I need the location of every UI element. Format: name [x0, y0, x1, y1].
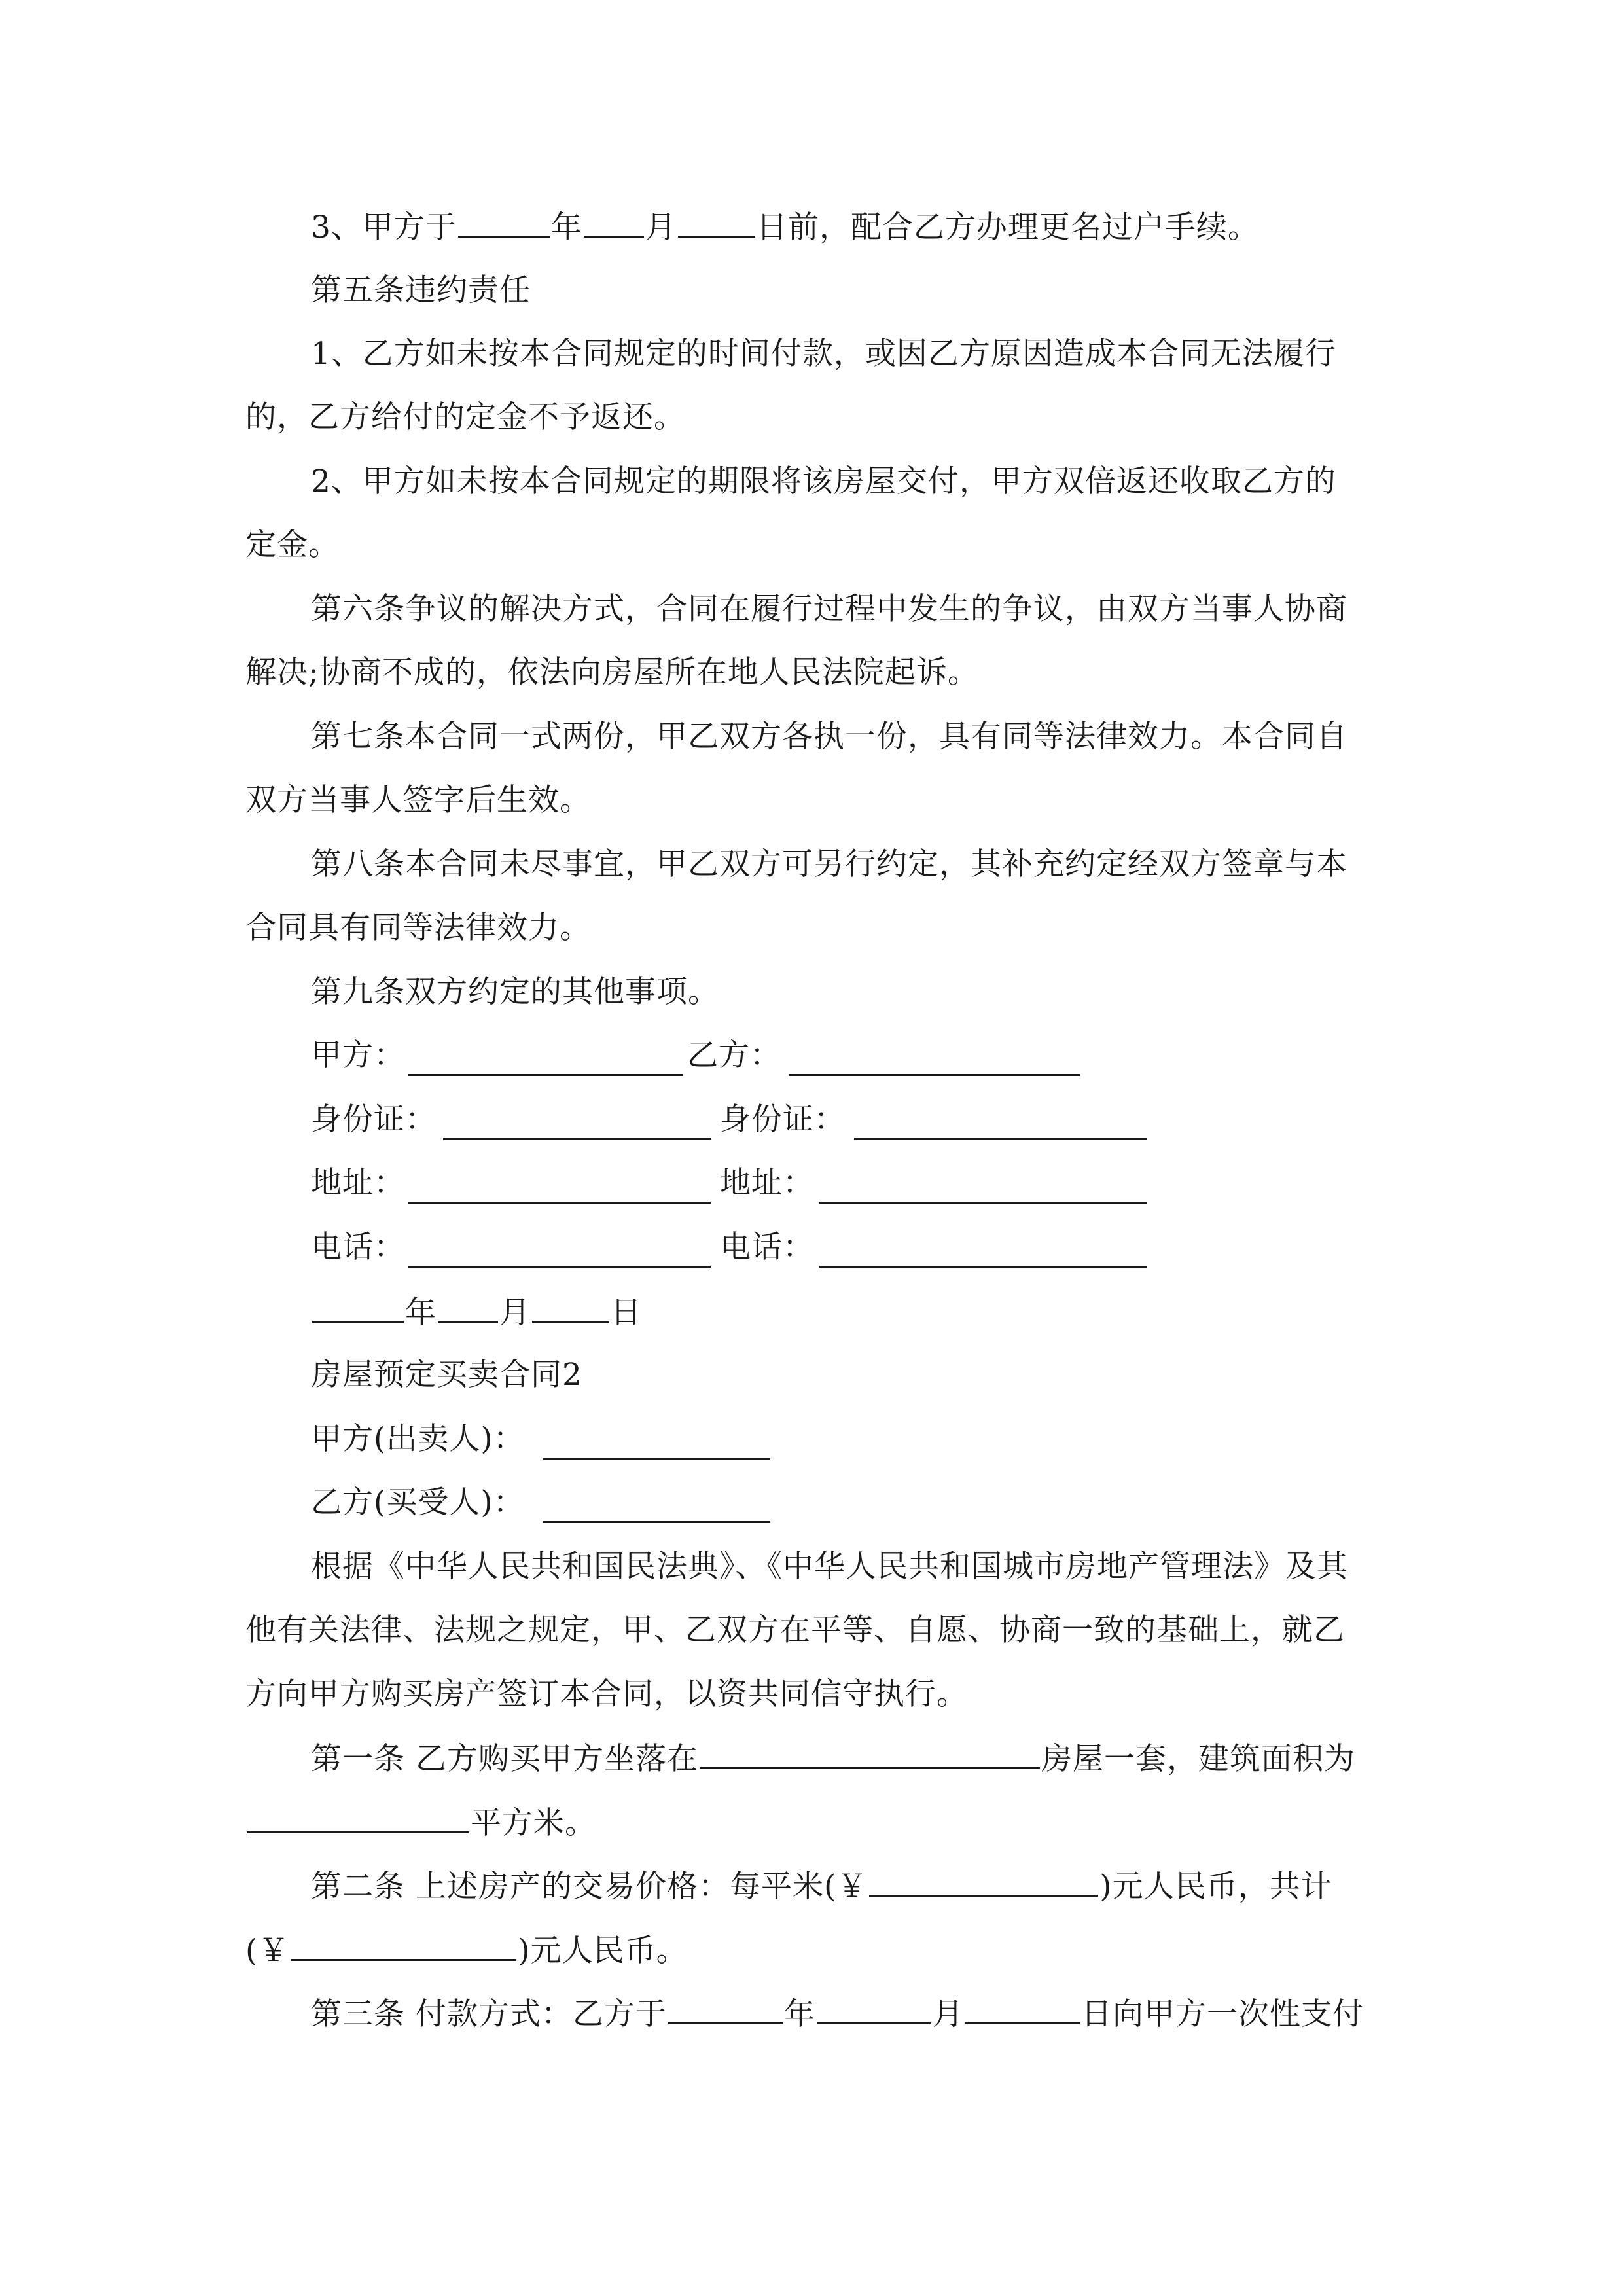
seller-field [311, 1420, 525, 1459]
contract-2-article-1-line-2 [245, 1803, 596, 1843]
unit-price-blank [869, 1866, 1098, 1897]
label: 电话： [311, 1229, 405, 1265]
article-6-line-1: 第六条争议的解决方式，合同在履行过程中发生的争议，由双方当事人协商 [311, 591, 1347, 627]
contract-2-article-3 [311, 1994, 1364, 2034]
text: 3、甲方于 [311, 209, 457, 245]
article-7-line-2: 双方当事人签字后生效。 [245, 782, 591, 818]
preamble-line-2: 他有关法律、法规之规定，甲、乙双方在平等、自愿、协商一致的基础上，就乙 [245, 1612, 1345, 1648]
month-blank [817, 1994, 931, 2024]
text: 房屋一套，建筑面积为 [1041, 1741, 1355, 1777]
article-6-line-2: 解决;协商不成的，依法向房屋所在地人民法院起诉。 [245, 655, 979, 691]
month-blank [438, 1292, 498, 1323]
label: 乙方(买受人)： [311, 1484, 525, 1520]
label: 甲方： [311, 1037, 405, 1073]
article-9: 第九条双方约定的其他事项。 [311, 974, 719, 1010]
text: 月 [932, 1996, 964, 2032]
year-blank [458, 207, 550, 238]
phone-b-blank [819, 1237, 1147, 1268]
id-b-field [720, 1100, 846, 1139]
label: 电话： [720, 1229, 814, 1265]
label: 身份证： [720, 1102, 846, 1138]
text: 第一条 乙方购买甲方坐落在 [311, 1741, 698, 1777]
address-b-blank [819, 1173, 1147, 1204]
total-price-blank [291, 1930, 516, 1961]
phone-a-field [311, 1228, 405, 1267]
preamble-line-3: 方向甲方购买房产签订本合同，以资共同信守执行。 [245, 1676, 968, 1712]
text: 年 [405, 1295, 437, 1331]
label: 乙方： [687, 1037, 781, 1073]
party-b-blank [789, 1045, 1080, 1076]
clause-5-2-line-1: 2、甲方如未按本合同规定的期限将该房屋交付，甲方双倍返还收取乙方的 [311, 463, 1336, 499]
text: 日前，配合乙方办理更名过户手续。 [756, 209, 1259, 245]
year-blank [668, 1994, 783, 2024]
article-8-line-1: 第八条本合同未尽事宜，甲乙双方可另行约定，其补充约定经双方签章与本 [311, 846, 1347, 882]
id-a-blank [443, 1109, 711, 1140]
year-blank [312, 1292, 404, 1323]
text: 月 [645, 209, 677, 245]
phone-b-field [720, 1228, 814, 1267]
text: 年 [550, 209, 582, 245]
text: 日 [611, 1295, 642, 1331]
contract-2-title: 房屋预定买卖合同2 [311, 1357, 582, 1393]
sign-date [311, 1292, 642, 1333]
party-a-blank [408, 1045, 683, 1076]
contract-2-article-1-line-1 [311, 1738, 1355, 1779]
text: 第二条 上述房产的交易价格：每平米(￥ [311, 1869, 868, 1905]
contract-2-article-2-line-1 [311, 1866, 1332, 1907]
clause-5-2-line-2: 定金。 [245, 527, 340, 563]
label: 地址： [311, 1165, 405, 1201]
seller-blank [543, 1429, 770, 1460]
day-blank [532, 1292, 609, 1323]
article-7-line-1: 第七条本合同一式两份，甲乙双方各执一份，具有同等法律效力。本合同自 [311, 719, 1347, 755]
contract-2-article-2-line-2 [245, 1930, 688, 1971]
party-a-field [311, 1036, 405, 1075]
phone-a-blank [408, 1237, 711, 1268]
text: 平方米。 [471, 1805, 596, 1841]
buyer-blank [543, 1492, 770, 1523]
id-b-blank [854, 1109, 1147, 1140]
article-8-line-2: 合同具有同等法律效力。 [245, 910, 591, 946]
address-a-field [311, 1164, 405, 1203]
text: 月 [499, 1295, 531, 1331]
day-blank [965, 1994, 1080, 2024]
text: 日向甲方一次性支付 [1080, 1996, 1364, 2032]
buyer-field [311, 1483, 525, 1522]
id-a-field [311, 1100, 437, 1139]
address-a-blank [408, 1173, 711, 1204]
area-blank [247, 1803, 469, 1833]
preamble-line-1: 根据《中华人民共和国民法典》、《中华人民共和国城市房地产管理法》及其 [311, 1549, 1348, 1585]
label: 地址： [720, 1165, 814, 1201]
text: )元人民币，共计 [1099, 1869, 1332, 1905]
clause-3-transfer [311, 207, 1259, 247]
day-blank [678, 207, 755, 238]
clause-5-1-line-2: 的，乙方给付的定金不予返还。 [245, 399, 685, 435]
location-blank [700, 1738, 1040, 1769]
clause-5-1-line-1: 1、乙方如未按本合同规定的时间付款，或因乙方原因造成本合同无法履行 [311, 336, 1336, 372]
text: 年 [783, 1996, 815, 2032]
text: 第三条 付款方式：乙方于 [311, 1996, 667, 2032]
month-blank [584, 207, 644, 238]
label: 甲方(出卖人)： [311, 1421, 525, 1457]
text: )元人民币。 [518, 1933, 688, 1969]
label: 身份证： [311, 1102, 437, 1138]
article-5-heading: 第五条违约责任 [311, 272, 531, 308]
party-b-field [687, 1036, 781, 1075]
text: (￥ [245, 1933, 290, 1969]
address-b-field [720, 1164, 814, 1203]
